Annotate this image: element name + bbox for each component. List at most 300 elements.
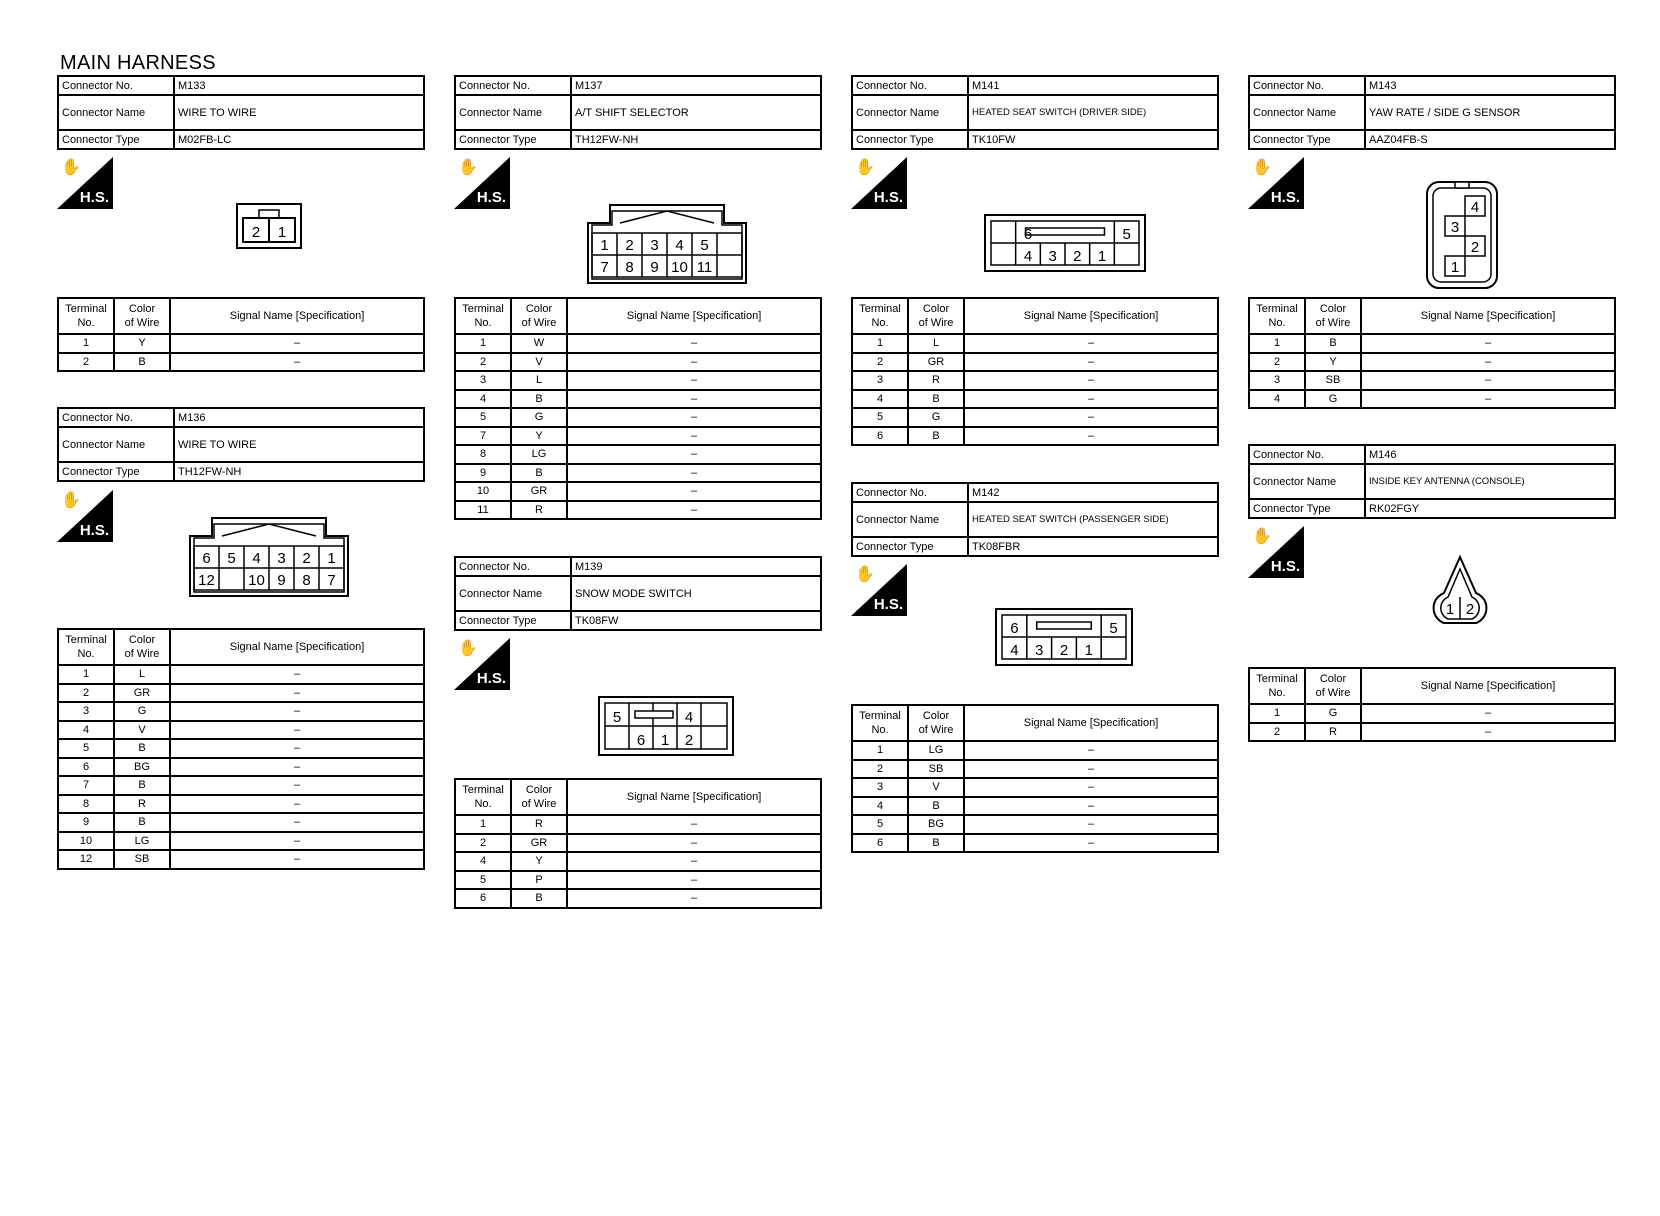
pin-number: 1	[327, 550, 336, 567]
wire-color: V	[908, 778, 964, 797]
pin-number: 12	[198, 572, 215, 589]
connector-hand-icon: ✋	[1252, 528, 1272, 545]
table-row	[455, 889, 821, 908]
pin-number: 3	[650, 237, 659, 254]
info-value: TK08FBR	[968, 537, 1218, 556]
signal-name: –	[964, 353, 1218, 372]
pin-number: 2	[625, 237, 634, 254]
connector-hand-icon: ✋	[61, 159, 81, 176]
pin-number: 9	[277, 572, 286, 589]
signal-name: –	[170, 684, 424, 703]
terminal-no: 2	[852, 760, 908, 779]
wire-color: GR	[511, 834, 567, 853]
signal-name: –	[964, 815, 1218, 834]
signal-name: –	[567, 334, 821, 353]
table-row	[58, 739, 424, 758]
table-row	[455, 353, 821, 372]
terminal-no: 11	[455, 501, 511, 520]
info-label: Connector Type	[58, 130, 174, 149]
terminal-no: 1	[852, 741, 908, 760]
pin-number: 1	[1450, 259, 1460, 276]
table-row	[852, 741, 1218, 760]
signal-name: –	[567, 871, 821, 890]
terminal-table	[57, 628, 425, 870]
table-row	[852, 408, 1218, 427]
connector-diagram	[1420, 555, 1500, 627]
terminal-no: 10	[58, 832, 114, 851]
signal-name-header: Signal Name [Specification]	[1361, 668, 1615, 704]
terminal-no: 5	[852, 815, 908, 834]
terminal-no: 4	[58, 721, 114, 740]
pin-number: 10	[248, 572, 265, 589]
pin-number: 4	[684, 709, 694, 726]
connector-hand-icon: ✋	[855, 159, 875, 176]
terminal-no: 3	[852, 778, 908, 797]
harness-side-badge	[851, 157, 907, 209]
table-row	[852, 371, 1218, 390]
terminal-no: 8	[58, 795, 114, 814]
terminal-table-m146	[1248, 667, 1616, 742]
color-of-wire-header: Color of Wire	[511, 779, 567, 815]
terminal-no: 5	[852, 408, 908, 427]
signal-name: –	[170, 795, 424, 814]
wire-color: B	[114, 353, 170, 372]
wire-color: Y	[1305, 353, 1361, 372]
connector-info-m141	[851, 75, 1219, 150]
wire-color: B	[1305, 334, 1361, 353]
terminal-no: 3	[58, 702, 114, 721]
terminal-no: 4	[852, 797, 908, 816]
terminal-no-header: Terminal No.	[852, 298, 908, 334]
wire-color: W	[511, 334, 567, 353]
signal-name: –	[170, 850, 424, 869]
signal-name: –	[170, 758, 424, 777]
pin-number: 11	[696, 259, 713, 276]
table-row	[852, 797, 1218, 816]
connector-info-table	[1248, 444, 1616, 519]
info-value: TK10FW	[968, 130, 1218, 149]
wire-color: B	[908, 427, 964, 446]
hs-label: H.S.	[476, 670, 506, 687]
info-label: Connector No.	[852, 483, 968, 502]
terminal-no: 9	[455, 464, 511, 483]
pin-number: 4	[1023, 248, 1033, 265]
info-label: Connector No.	[58, 76, 174, 95]
info-value: HEATED SEAT SWITCH (DRIVER SIDE)	[968, 95, 1218, 130]
wire-color: Y	[114, 334, 170, 353]
signal-name: –	[1361, 390, 1615, 409]
terminal-no: 7	[455, 427, 511, 446]
signal-name: –	[170, 353, 424, 372]
table-row	[58, 353, 424, 372]
info-label: Connector No.	[58, 408, 174, 427]
terminal-no: 9	[58, 813, 114, 832]
color-of-wire-header: Color of Wire	[1305, 668, 1361, 704]
table-row	[455, 852, 821, 871]
terminal-no: 6	[852, 834, 908, 853]
info-value: M139	[571, 557, 821, 576]
table-row	[455, 834, 821, 853]
info-label: Connector Name	[1249, 95, 1365, 130]
info-label: Connector No.	[1249, 76, 1365, 95]
hs-label: H.S.	[476, 189, 506, 206]
terminal-table-m142	[851, 704, 1219, 853]
terminal-no: 1	[1249, 334, 1305, 353]
hs-label: H.S.	[873, 596, 903, 613]
table-row	[455, 815, 821, 834]
info-value: M141	[968, 76, 1218, 95]
table-row	[58, 334, 424, 353]
wire-color: R	[1305, 723, 1361, 742]
pin-number: 8	[625, 259, 634, 276]
signal-name: –	[964, 334, 1218, 353]
terminal-no: 7	[58, 776, 114, 795]
pin-number: 2	[1465, 601, 1475, 618]
hs-label: H.S.	[1270, 558, 1300, 575]
wire-color: G	[908, 408, 964, 427]
wire-color: Y	[511, 427, 567, 446]
terminal-no: 2	[58, 684, 114, 703]
wire-color: B	[114, 813, 170, 832]
pin-number: 1	[660, 732, 670, 749]
info-value: M137	[571, 76, 821, 95]
signal-name: –	[964, 778, 1218, 797]
pin-number: 3	[1450, 219, 1460, 236]
connector-diagram	[235, 202, 305, 254]
info-value: HEATED SEAT SWITCH (PASSENGER SIDE)	[968, 502, 1218, 537]
terminal-no: 6	[852, 427, 908, 446]
info-value: M02FB-LC	[174, 130, 424, 149]
info-value: SNOW MODE SWITCH	[571, 576, 821, 611]
pin-number: 6	[636, 732, 646, 749]
info-value: TH12FW-NH	[174, 462, 424, 481]
pin-number: 4	[675, 237, 684, 254]
terminal-table	[1248, 667, 1616, 742]
pin-number: 2	[1073, 248, 1082, 265]
wire-color: GR	[511, 482, 567, 501]
pin-number: 3	[277, 550, 286, 567]
signal-name-header: Signal Name [Specification]	[567, 298, 821, 334]
info-label: Connector Type	[852, 537, 968, 556]
terminal-no: 5	[455, 408, 511, 427]
signal-name: –	[964, 741, 1218, 760]
info-value: A/T SHIFT SELECTOR	[571, 95, 821, 130]
wire-color: SB	[908, 760, 964, 779]
harness-side-badge	[57, 157, 113, 209]
terminal-no: 2	[852, 353, 908, 372]
connector-face-m133	[235, 202, 305, 254]
table-row	[455, 427, 821, 446]
connector-hand-icon: ✋	[61, 492, 81, 509]
terminal-no: 8	[455, 445, 511, 464]
terminal-no-header: Terminal No.	[58, 629, 114, 665]
terminal-no-header: Terminal No.	[58, 298, 114, 334]
terminal-table-m139	[454, 778, 822, 909]
wire-color: R	[511, 815, 567, 834]
pin-number: 7	[600, 259, 609, 276]
wire-color: B	[511, 464, 567, 483]
table-row	[455, 482, 821, 501]
info-label: Connector Type	[58, 462, 174, 481]
signal-name: –	[170, 721, 424, 740]
terminal-table-m137	[454, 297, 822, 520]
info-label: Connector Type	[455, 130, 571, 149]
connector-info-table	[851, 75, 1219, 150]
terminal-no: 5	[455, 871, 511, 890]
terminal-no: 3	[1249, 371, 1305, 390]
terminal-no: 1	[455, 334, 511, 353]
terminal-no: 1	[58, 334, 114, 353]
page-title: MAIN HARNESS	[60, 52, 216, 74]
wire-color: G	[1305, 704, 1361, 723]
terminal-table-m143	[1248, 297, 1616, 409]
connector-info-table	[57, 407, 425, 482]
signal-name: –	[964, 834, 1218, 853]
signal-name: –	[567, 852, 821, 871]
pin-number: 2	[1470, 239, 1480, 256]
wire-color: LG	[114, 832, 170, 851]
wire-color: R	[114, 795, 170, 814]
connector-face-m141	[983, 213, 1147, 275]
info-label: Connector Type	[1249, 499, 1365, 518]
signal-name: –	[567, 482, 821, 501]
pin-number: 10	[671, 259, 688, 276]
table-row	[455, 464, 821, 483]
pin-number: 6	[1023, 226, 1033, 243]
connector-info-m137	[454, 75, 822, 150]
table-row	[1249, 371, 1615, 390]
table-row	[852, 778, 1218, 797]
signal-name: –	[1361, 704, 1615, 723]
info-value: YAW RATE / SIDE G SENSOR	[1365, 95, 1615, 130]
pin-number: 6	[1010, 620, 1019, 637]
terminal-no: 5	[58, 739, 114, 758]
signal-name-header: Signal Name [Specification]	[170, 298, 424, 334]
signal-name: –	[567, 501, 821, 520]
pin-number: 3	[1035, 642, 1044, 659]
info-label: Connector Name	[455, 95, 571, 130]
table-row	[58, 665, 424, 684]
pin-number: 8	[302, 572, 311, 589]
pin-number: 5	[227, 550, 236, 567]
terminal-no: 2	[455, 834, 511, 853]
terminal-table	[851, 704, 1219, 853]
table-row	[455, 371, 821, 390]
table-row	[1249, 704, 1615, 723]
table-row	[455, 390, 821, 409]
table-row	[1249, 723, 1615, 742]
terminal-table	[454, 778, 822, 909]
signal-name: –	[170, 702, 424, 721]
wire-color: LG	[908, 741, 964, 760]
hs-label: H.S.	[79, 189, 109, 206]
pin-number: 2	[1059, 642, 1069, 659]
wire-color: B	[908, 797, 964, 816]
info-label: Connector No.	[1249, 445, 1365, 464]
info-label: Connector Name	[852, 95, 968, 130]
connector-face-m139	[597, 695, 737, 759]
connector-info-table	[851, 482, 1219, 557]
wire-color: LG	[511, 445, 567, 464]
signal-name: –	[567, 408, 821, 427]
info-value: M143	[1365, 76, 1615, 95]
wire-color: V	[114, 721, 170, 740]
table-row	[58, 721, 424, 740]
signal-name-header: Signal Name [Specification]	[170, 629, 424, 665]
table-row	[455, 334, 821, 353]
connector-hand-icon: ✋	[458, 159, 478, 176]
table-row	[852, 334, 1218, 353]
table-row	[455, 501, 821, 520]
harness-side-badge	[1248, 526, 1304, 578]
connector-info-m133	[57, 75, 425, 150]
wire-color: R	[908, 371, 964, 390]
pin-number: 1	[277, 224, 287, 241]
connector-face-m137	[584, 203, 750, 287]
terminal-no: 6	[455, 889, 511, 908]
info-label: Connector Type	[852, 130, 968, 149]
terminal-no: 3	[852, 371, 908, 390]
info-value: M142	[968, 483, 1218, 502]
info-label: Connector Name	[58, 427, 174, 462]
terminal-no: 2	[455, 353, 511, 372]
hs-label: H.S.	[79, 522, 109, 539]
info-value: TK08FW	[571, 611, 821, 630]
info-label: Connector Name	[1249, 464, 1365, 499]
wire-color: Y	[511, 852, 567, 871]
signal-name: –	[964, 427, 1218, 446]
signal-name: –	[1361, 334, 1615, 353]
connector-info-table	[454, 556, 822, 631]
color-of-wire-header: Color of Wire	[114, 298, 170, 334]
terminal-no: 10	[455, 482, 511, 501]
info-label: Connector Type	[1249, 130, 1365, 149]
terminal-table	[851, 297, 1219, 446]
pin-number: 1	[1445, 601, 1455, 618]
table-row	[852, 760, 1218, 779]
connector-info-m136	[57, 407, 425, 482]
connector-diagram	[994, 607, 1134, 669]
wire-color: B	[908, 834, 964, 853]
wire-color: L	[511, 371, 567, 390]
terminal-no: 2	[1249, 353, 1305, 372]
pin-number: 1	[600, 237, 609, 254]
pin-number: 4	[252, 550, 261, 567]
signal-name: –	[964, 390, 1218, 409]
connector-face-m146	[1420, 555, 1500, 627]
info-label: Connector Name	[58, 95, 174, 130]
info-label: Connector No.	[455, 76, 571, 95]
terminal-table	[57, 297, 425, 372]
terminal-no-header: Terminal No.	[1249, 298, 1305, 334]
wire-color: SB	[1305, 371, 1361, 390]
terminal-no: 4	[455, 852, 511, 871]
terminal-no: 4	[1249, 390, 1305, 409]
wire-color: V	[511, 353, 567, 372]
pin-number: 4	[1010, 642, 1019, 659]
pin-number: 2	[251, 224, 261, 241]
terminal-no: 12	[58, 850, 114, 869]
info-label: Connector Name	[455, 576, 571, 611]
table-row	[1249, 334, 1615, 353]
terminal-table	[454, 297, 822, 520]
table-row	[58, 832, 424, 851]
color-of-wire-header: Color of Wire	[908, 705, 964, 741]
wire-color: B	[511, 390, 567, 409]
signal-name-header: Signal Name [Specification]	[1361, 298, 1615, 334]
connector-diagram	[983, 213, 1147, 275]
terminal-no: 1	[455, 815, 511, 834]
info-label: Connector Type	[455, 611, 571, 630]
color-of-wire-header: Color of Wire	[1305, 298, 1361, 334]
signal-name: –	[567, 464, 821, 483]
connector-face-m136	[186, 516, 352, 600]
terminal-no: 2	[58, 353, 114, 372]
signal-name: –	[170, 776, 424, 795]
signal-name: –	[567, 390, 821, 409]
color-of-wire-header: Color of Wire	[908, 298, 964, 334]
connector-diagram	[597, 695, 737, 759]
info-value: M146	[1365, 445, 1615, 464]
signal-name: –	[1361, 723, 1615, 742]
terminal-table-m133	[57, 297, 425, 372]
wire-color: BG	[908, 815, 964, 834]
table-row	[455, 445, 821, 464]
signal-name: –	[567, 815, 821, 834]
table-row	[1249, 390, 1615, 409]
connector-hand-icon: ✋	[1252, 159, 1272, 176]
terminal-table-m141	[851, 297, 1219, 446]
connector-info-m146	[1248, 444, 1616, 519]
signal-name: –	[567, 445, 821, 464]
info-label: Connector No.	[455, 557, 571, 576]
wire-color: L	[114, 665, 170, 684]
harness-side-badge	[851, 564, 907, 616]
signal-name: –	[170, 665, 424, 684]
info-value: TH12FW-NH	[571, 130, 821, 149]
connector-face-m143	[1425, 180, 1501, 292]
signal-name: –	[170, 832, 424, 851]
connector-hand-icon: ✋	[855, 566, 875, 583]
table-row	[58, 702, 424, 721]
wire-color: GR	[908, 353, 964, 372]
terminal-no: 1	[58, 665, 114, 684]
signal-name: –	[567, 371, 821, 390]
pin-number: 1	[1084, 642, 1093, 659]
table-row	[852, 834, 1218, 853]
table-row	[852, 427, 1218, 446]
connector-diagram	[584, 203, 750, 287]
signal-name: –	[1361, 371, 1615, 390]
info-value: M136	[174, 408, 424, 427]
signal-name: –	[964, 797, 1218, 816]
signal-name: –	[170, 739, 424, 758]
connector-info-m142	[851, 482, 1219, 557]
table-row	[58, 813, 424, 832]
connector-face-m142	[994, 607, 1134, 669]
wire-color: BG	[114, 758, 170, 777]
table-row	[455, 871, 821, 890]
terminal-no: 3	[455, 371, 511, 390]
signal-name: –	[964, 760, 1218, 779]
signal-name: –	[964, 371, 1218, 390]
pin-number: 2	[684, 732, 694, 749]
terminal-no: 4	[852, 390, 908, 409]
terminal-no: 6	[58, 758, 114, 777]
table-row	[58, 758, 424, 777]
table-row	[852, 353, 1218, 372]
wire-color: L	[908, 334, 964, 353]
